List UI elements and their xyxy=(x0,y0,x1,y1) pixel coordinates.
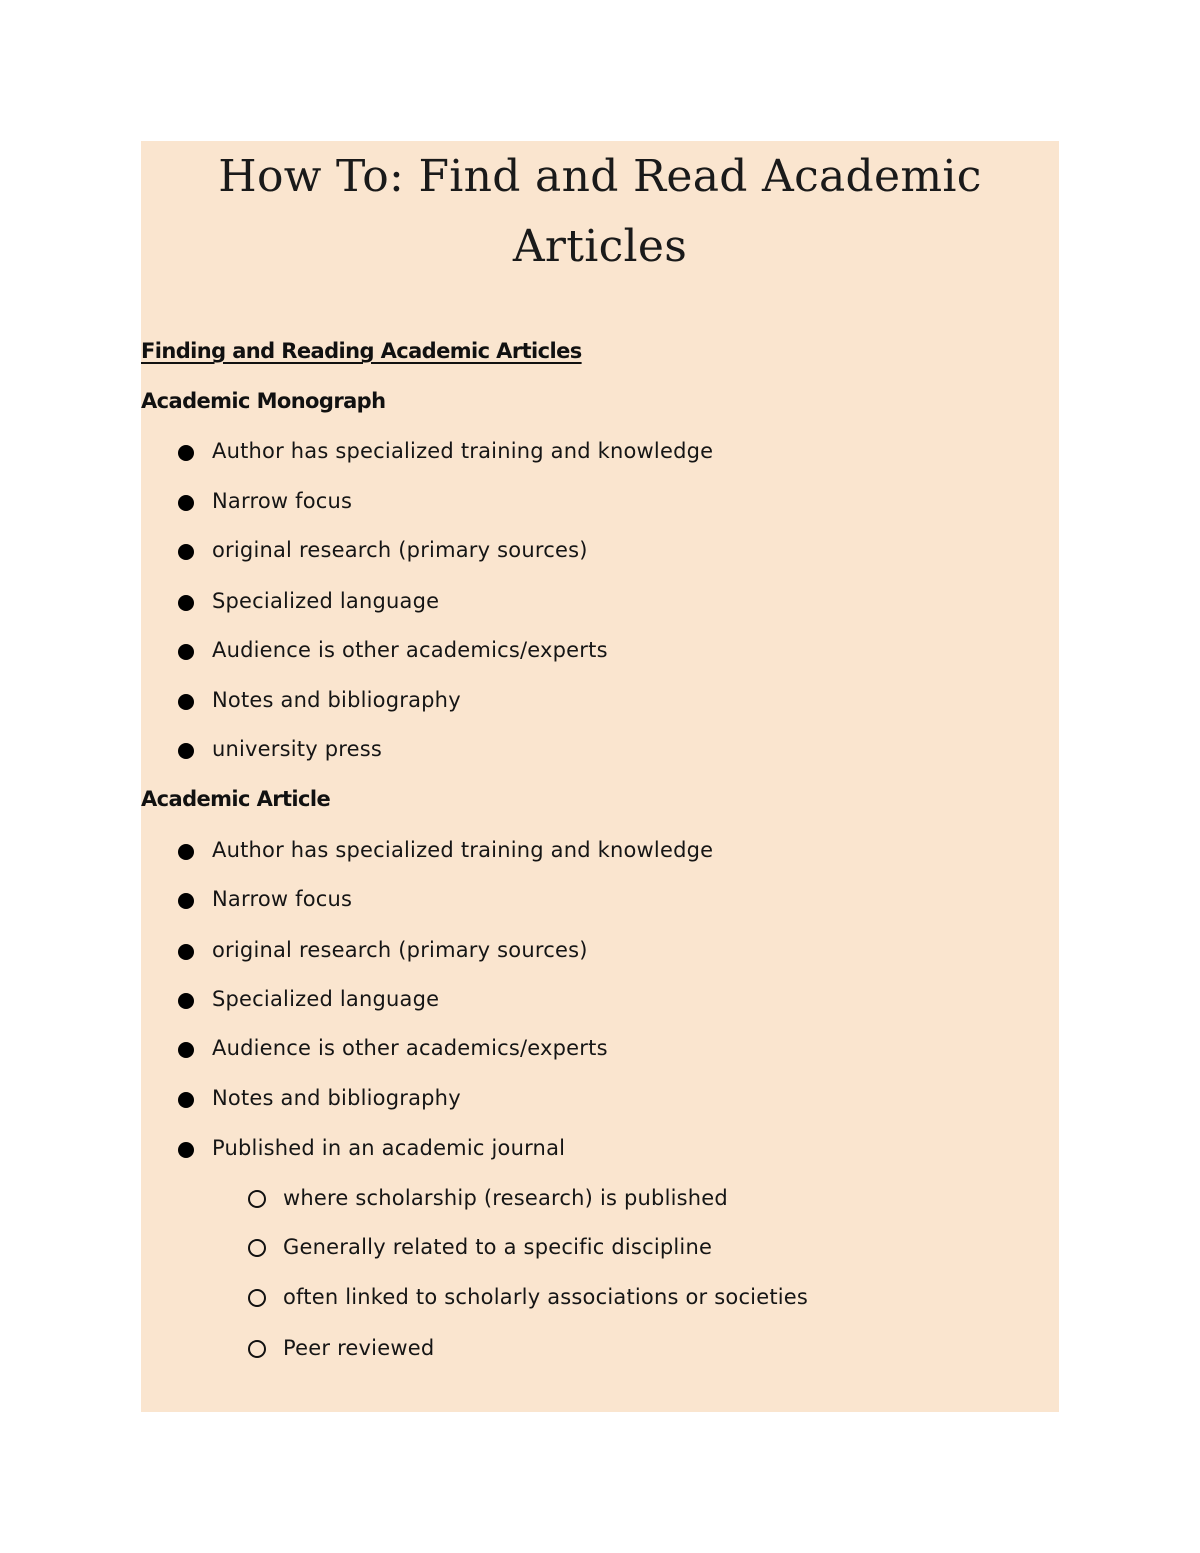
hollow-bullet-icon xyxy=(248,1239,266,1257)
bullet-icon xyxy=(178,944,194,960)
sub-list-item: often linked to scholarly associations or societies xyxy=(248,1282,808,1312)
document-background xyxy=(141,141,1059,1412)
bullet-icon xyxy=(178,544,194,560)
bullet-icon xyxy=(178,1042,194,1058)
bullet-icon xyxy=(178,495,194,511)
list-item: original research (primary sources) xyxy=(178,935,588,965)
title-line-2: Articles xyxy=(512,221,688,272)
hollow-bullet-icon xyxy=(248,1340,266,1358)
bullet-icon xyxy=(178,893,194,909)
bullet-icon xyxy=(178,1142,194,1158)
list-item: Audience is other academics/experts xyxy=(178,1033,608,1063)
sub-list-item: where scholarship (research) is published xyxy=(248,1183,728,1213)
list-item: Author has specialized training and knowledge xyxy=(178,436,713,466)
list-item: Narrow focus xyxy=(178,486,352,516)
bullet-icon xyxy=(178,694,194,710)
main-heading: Finding and Reading Academic Articles xyxy=(141,339,582,363)
list-item: Audience is other academics/experts xyxy=(178,635,608,665)
bullet-icon xyxy=(178,1092,194,1108)
list-item: university press xyxy=(178,734,382,764)
bullet-icon xyxy=(178,993,194,1009)
article-heading: Academic Article xyxy=(141,787,331,811)
list-item: Notes and bibliography xyxy=(178,685,461,715)
list-item: Published in an academic journal xyxy=(178,1133,565,1163)
bullet-icon xyxy=(178,595,194,611)
bullet-icon xyxy=(178,743,194,759)
list-item: original research (primary sources) xyxy=(178,535,588,565)
list-item: Specialized language xyxy=(178,984,439,1014)
list-item: Specialized language xyxy=(178,586,439,616)
hollow-bullet-icon xyxy=(248,1289,266,1307)
list-item: Narrow focus xyxy=(178,884,352,914)
list-item: Author has specialized training and knowledge xyxy=(178,835,713,865)
title-line-1: How To: Find and Read Academic xyxy=(218,151,982,202)
bullet-icon xyxy=(178,844,194,860)
bullet-icon xyxy=(178,445,194,461)
sub-list-item: Generally related to a specific discipline xyxy=(248,1232,712,1262)
bullet-icon xyxy=(178,644,194,660)
sub-list-item: Peer reviewed xyxy=(248,1333,434,1363)
monograph-heading: Academic Monograph xyxy=(141,389,386,413)
list-item: Notes and bibliography xyxy=(178,1083,461,1113)
hollow-bullet-icon xyxy=(248,1190,266,1208)
document-title xyxy=(141,141,1059,282)
